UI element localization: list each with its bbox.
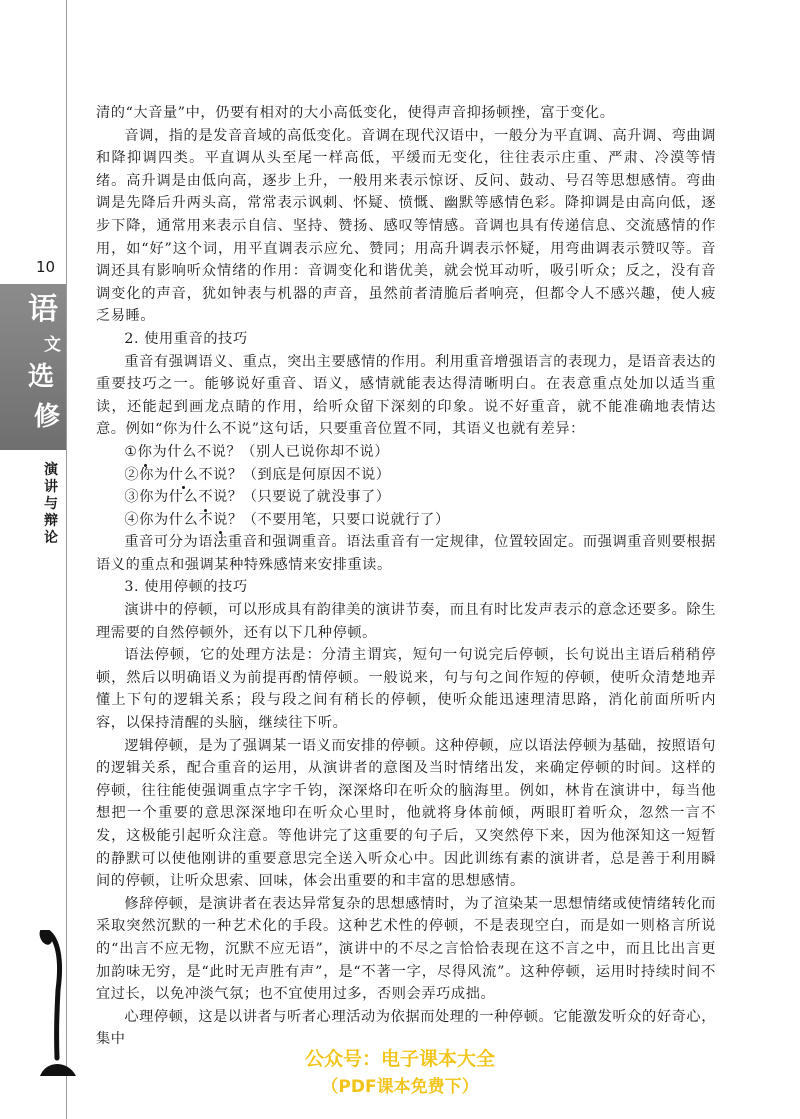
example-item (96, 486, 716, 509)
example-text: 为什么不说？（别人已说你却不说） (152, 443, 390, 460)
article-body (96, 102, 716, 1051)
paragraph: 重音可分为语法重音和强调重音。语法重音有一定规律，位置较固定。而强调重音则要根据语义的重点和强调某种特殊感情来安排重读。 (96, 534, 716, 573)
section-heading: 2. 使用重音的技巧 (124, 330, 248, 347)
example-number: ③ (124, 489, 140, 506)
side-tab (0, 284, 66, 450)
section-label-char: 论 (44, 530, 58, 546)
example-number: ① (124, 443, 138, 460)
section-label-char: 演 (44, 462, 58, 478)
example-text: 你为 (139, 466, 169, 483)
paragraph: 音调，指的是发音音域的高低变化。音调在现代汉语中，一般分为平直调、高升调、弯曲调和降抑调四类。平直调从头至尾一样高低，平缓而无变化，往往表示庄重、严肃、冷漠等情绪。高升调是由低向高，逐步上升，一般用来表示惊讶、反问、鼓动、号召等思想感情。弯曲调是先降后升两头高，常常表示讽刺、怀疑、愤慨、幽默等感情色彩。降抑调是由高向低，逐步下降，通常用来表示自信、坚持、赞扬、感叹等情感。音调也具有传递信息、交流感情的作用，如“好”这个词，用平直调表示应允、赞同；用高升调表示怀疑，用弯曲调表示赞叹等。音调还具有影响听众情绪的作用：音调变化和谐优美，就会悦耳动听，吸引听众；反之，没有音调变化的声音，犹如钟表与机器的声音，虽然前者清脆后者响亮，但都令人不感兴趣，使人疲乏易睡。 (96, 127, 716, 325)
paragraph: 修辞停顿，是演讲者在表达异常复杂的思想感情时，为了渲染某一思想情绪或使情绪转化而采取突然沉默的一种艺术化的手段。这种艺术性的停顿，不是表现空白，而是如一则格言所说的“出言不应无物，沉默不应无语”，演讲中的不尽之言恰恰表现在这不言之中，而且比出言更加韵味无穷，是“此时无声胜有声”，是“不著一字，尽得风流”。这种停顿，运用时持续时间不宜过长，以免冲淡气氛；也不宜使用过多，否则会弄巧成拙。 (96, 895, 716, 1003)
page-number: 10 (36, 258, 56, 276)
example-text: 你为什么 (139, 489, 199, 506)
paragraph: 清的“大音量”中，仍要有相对的大小高低变化，使得声音抑扬顿挫，富于变化。 (96, 105, 615, 121)
example-text: ？（不要用笔，只要口说就行了） (227, 511, 450, 528)
section-label-char: 与 (44, 496, 58, 512)
paragraph: 逻辑停顿，是为了强调某一语义而安排的停顿。这种停顿，应以语法停顿为基础，按照语句的逻辑关系，配合重音的运用，从演讲者的意图及当时情绪出发，来确定停顿的时间。这样的停顿，往往能使强调重点字字千钧，深深烙印在听众的脑海里。例如，林肯在演讲中，每当他想把一个重要的意思深深地印在听众心里时，他就将身体前倾，两眼盯着听众，忽然一言不发，这极能引起听众注意。等他讲完了这重要的句子后，又突然停下来，因为他深知这一短暂的静默可以使他刚讲的重要意思完全送入听众心中。因此训练有素的演讲者，总是善于利用瞬间的停顿，让听众思索、回味，体会出重要的和丰富的思想感情。 (96, 737, 716, 890)
example-item (96, 509, 716, 532)
example-item (96, 464, 716, 487)
section-label-char: 辩 (44, 513, 58, 529)
section-label (43, 462, 59, 547)
paragraph: 语法停顿，它的处理方法是：分清主谓宾，短句一句说完后停顿，长句说出主语后稍稍停顿，然后以明确语义为前提再酌情停顿。一般说来，句与句之间作短的停顿，使听众清楚地弄懂上下句的逻辑关系；段与段之间有稍长的停顿，使听众能迅速理清思路，消化前面所听内容，以保持清醒的头脑，继续往下听。 (96, 647, 716, 732)
stressed-word: 什么 (169, 464, 199, 487)
example-number: ④ (124, 511, 140, 528)
example-text: 你为什么不 (139, 511, 214, 528)
side-tab-char: 文 (44, 335, 61, 355)
watermark-line: （PDF课本免费下） (321, 1077, 479, 1097)
side-tab-char: 语 (28, 292, 58, 327)
stressed-word: 说 (213, 509, 228, 532)
stressed-word: 不 (198, 486, 213, 509)
stressed-word: 你 (138, 441, 153, 464)
section-label-char: 讲 (44, 479, 58, 495)
paragraph: 重音有强调语义、重点，突出主要感情的作用。利用重音增强语言的表现力，是语音表达的重要技巧之一。能够说好重音、语义，感情就能表达得清晰明白。在表意重点处加以适当重读，还能起到画龙点睛的作用，给听众留下深刻的印象。说不好重音，就不能准确地表情达意。例如“你为什么不说”这句话，只要重音位置不同，其语义也就有差异： (96, 353, 716, 438)
side-tab-char: 修 (34, 402, 61, 432)
side-tab-char: 选 (28, 362, 55, 392)
section-heading: 3. 使用停顿的技巧 (124, 579, 248, 596)
paragraph: 演讲中的停顿，可以形成具有韵律美的演讲节奏，而且有时比发声表示的意念还要多。除生理需要的自然停顿外，还有以下几种停顿。 (96, 602, 716, 641)
example-text: 说？（只要说了就没事了） (213, 489, 391, 506)
example-item (96, 441, 716, 464)
watermark-line: 公众号：电子课本大全 (304, 1048, 495, 1070)
paragraph: 心理停顿，这是以讲者与听者心理活动为依据而处理的一种停顿。它能激发听众的好奇心，集中 (96, 1008, 716, 1048)
example-number: ② (124, 466, 140, 483)
example-text: 不说？（到底是何原因不说） (198, 466, 391, 483)
